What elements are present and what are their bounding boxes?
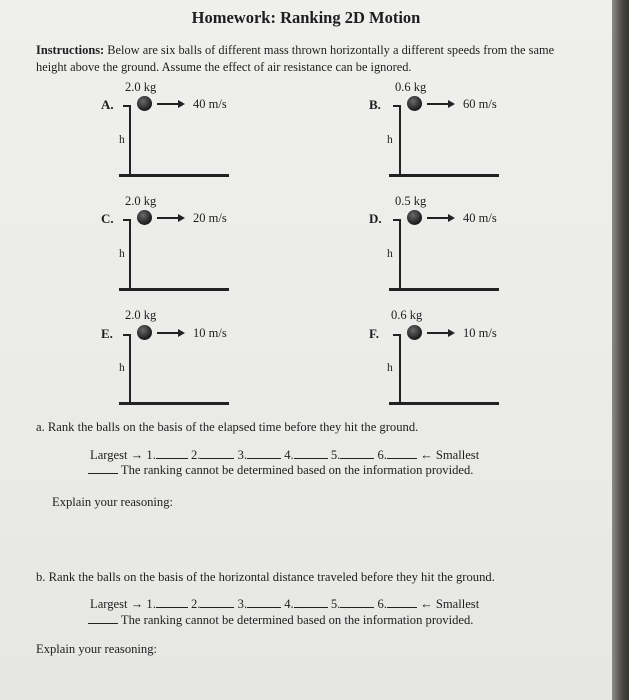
- rank-blank-3[interactable]: [247, 596, 281, 608]
- cliff-wall: [399, 220, 401, 290]
- rank-blank-5[interactable]: [340, 596, 374, 608]
- mass-label: 0.6 kg: [391, 308, 423, 322]
- ball-letter: D.: [369, 211, 382, 226]
- velocity-arrow-icon: [427, 217, 449, 219]
- velocity-arrow-icon: [427, 103, 449, 105]
- rank-number: 5.: [330, 597, 341, 611]
- ball-icon: [407, 325, 422, 340]
- question-a-explain: Explain your reasoning:: [52, 495, 174, 509]
- cliff-wall: [129, 106, 131, 176]
- speed-label: 40 m/s: [193, 97, 227, 111]
- ball-letter: E.: [101, 326, 113, 341]
- question-a-prompt: a. Rank the balls on the basis of the elapsed time before they hit the ground.: [36, 420, 419, 434]
- question-a-ranking: [90, 447, 479, 463]
- ball-panel-e: [95, 308, 325, 408]
- ball-icon: [137, 96, 152, 111]
- undetermined-blank[interactable]: [88, 612, 118, 624]
- cliff-wall: [399, 335, 401, 403]
- mass-label: 0.5 kg: [395, 194, 427, 208]
- ground-line: [389, 174, 499, 177]
- height-label: h: [387, 362, 393, 374]
- speed-label: 10 m/s: [463, 326, 497, 340]
- speed-label: 60 m/s: [463, 97, 497, 111]
- ball-letter: B.: [369, 97, 381, 112]
- instructions: [36, 42, 581, 76]
- cliff-wall: [399, 106, 401, 176]
- mass-label: 2.0 kg: [125, 80, 157, 94]
- ground-line: [119, 402, 229, 405]
- velocity-arrow-icon: [157, 217, 179, 219]
- smallest-label: ← Smallest: [420, 597, 480, 611]
- rank-blank-1[interactable]: [156, 596, 188, 608]
- smallest-label: ← Smallest: [420, 448, 480, 462]
- rank-blank-6[interactable]: [387, 447, 417, 459]
- ground-line: [389, 402, 499, 405]
- question-b-explain: Explain your reasoning:: [36, 642, 158, 656]
- rank-number: 4.: [284, 448, 294, 462]
- largest-label: Largest → 1.: [90, 448, 156, 462]
- mass-label: 0.6 kg: [395, 80, 427, 94]
- rank-number: 2.: [191, 448, 201, 462]
- ball-panel-a: [95, 80, 325, 180]
- ball-icon: [407, 96, 422, 111]
- undetermined-text: The ranking cannot be determined based on the information provided.: [120, 613, 474, 627]
- ball-letter: C.: [101, 211, 114, 226]
- rank-blank-2[interactable]: [200, 596, 234, 608]
- question-b-undetermined: [88, 612, 473, 628]
- rank-blank-6[interactable]: [387, 596, 417, 608]
- ball-panel-c: [95, 194, 325, 294]
- mass-label: 2.0 kg: [125, 194, 157, 208]
- rank-number: 3.: [237, 597, 248, 611]
- rank-number: 4.: [284, 597, 294, 611]
- rank-blank-5[interactable]: [340, 447, 374, 459]
- rank-blank-1[interactable]: [156, 447, 188, 459]
- ground-line: [119, 174, 229, 177]
- ball-icon: [137, 325, 152, 340]
- ball-icon: [407, 210, 422, 225]
- undetermined-text: The ranking cannot be determined based on the information provided.: [120, 463, 474, 477]
- question-a-undetermined: [88, 462, 473, 478]
- ball-letter: F.: [369, 326, 379, 341]
- page-title: Homework: Ranking 2D Motion: [191, 8, 421, 27]
- ball-panel-f: [365, 308, 595, 408]
- instructions-label: Instructions:: [36, 43, 105, 57]
- ball-panel-d: [365, 194, 595, 294]
- ball-letter: A.: [101, 97, 114, 112]
- velocity-arrow-icon: [157, 103, 179, 105]
- height-label: h: [119, 362, 125, 374]
- rank-number: 6.: [377, 597, 387, 611]
- rank-blank-2[interactable]: [200, 447, 234, 459]
- instructions-text: Below are six balls of different mass thrown horizontally a different speeds from the same height above the ground. Assume the effect of air resistance can be ignored.: [36, 43, 555, 74]
- height-label: h: [119, 134, 125, 146]
- rank-blank-3[interactable]: [247, 447, 281, 459]
- height-label: h: [387, 134, 393, 146]
- cliff-wall: [129, 335, 131, 403]
- photo-background-edge: [612, 0, 629, 700]
- question-b-ranking: [90, 596, 479, 612]
- rank-number: 2.: [191, 597, 201, 611]
- rank-number: 3.: [237, 448, 248, 462]
- rank-blank-4[interactable]: [294, 596, 328, 608]
- rank-blank-4[interactable]: [294, 447, 328, 459]
- largest-label: Largest → 1.: [90, 597, 156, 611]
- height-label: h: [119, 248, 125, 260]
- undetermined-blank[interactable]: [88, 462, 118, 474]
- speed-label: 20 m/s: [193, 211, 227, 225]
- speed-label: 10 m/s: [193, 326, 227, 340]
- mass-label: 2.0 kg: [125, 308, 157, 322]
- velocity-arrow-icon: [427, 332, 449, 334]
- question-b-prompt: b. Rank the balls on the basis of the horizontal distance traveled before they hit the ground.: [36, 570, 495, 584]
- height-label: h: [387, 248, 393, 260]
- ground-line: [389, 288, 499, 291]
- velocity-arrow-icon: [157, 332, 179, 334]
- cliff-wall: [129, 220, 131, 290]
- ground-line: [119, 288, 229, 291]
- rank-number: 6.: [377, 448, 387, 462]
- rank-number: 5.: [330, 448, 341, 462]
- ball-panel-b: [365, 80, 595, 180]
- ball-icon: [137, 210, 152, 225]
- speed-label: 40 m/s: [463, 211, 497, 225]
